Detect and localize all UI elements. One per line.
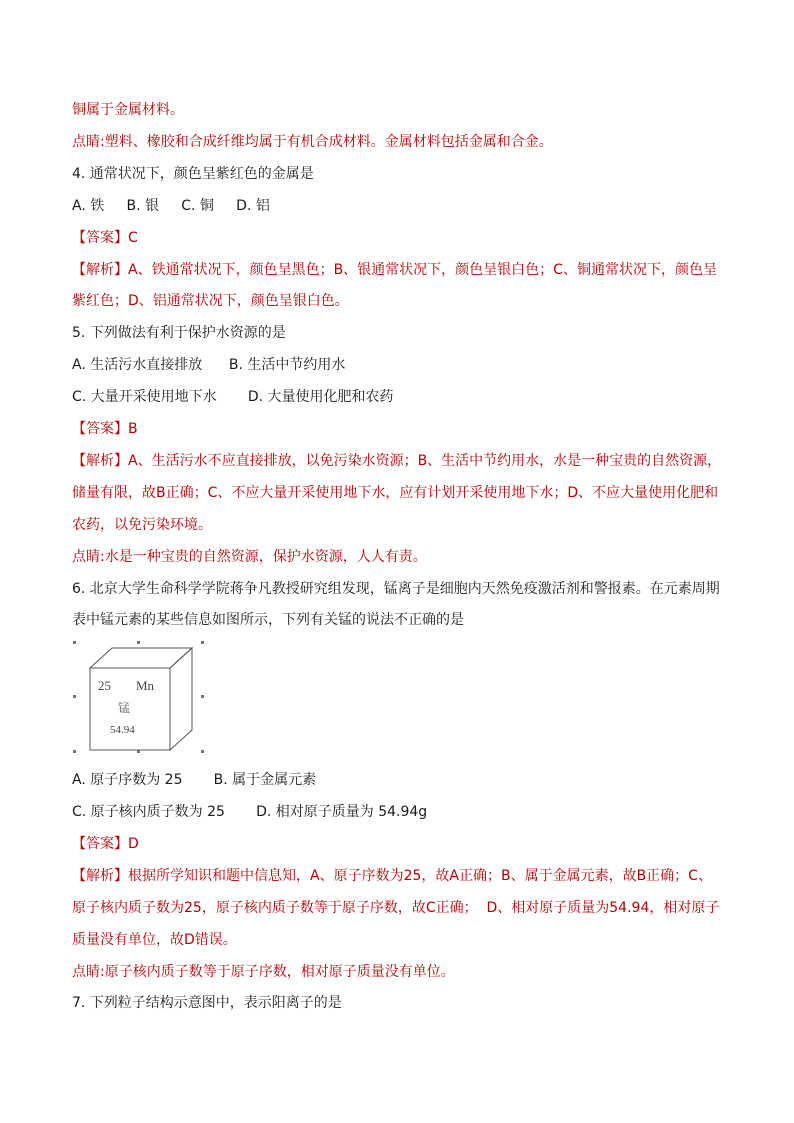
question-4-options: A. 铁 B. 银 C. 铜 D. 铝 <box>72 198 270 214</box>
selection-handle <box>137 641 140 644</box>
cube-side-face <box>170 648 192 750</box>
question-4-explanation-line1: 【解析】A、铁通常状况下，颜色呈黑色；B、银通常状况下，颜色呈银白色；C、铜通常状况下，颜色呈 <box>72 262 717 278</box>
selection-handle <box>73 641 76 644</box>
question-4-answer: 【答案】C <box>72 230 138 246</box>
question-6-explanation-line3: 质量没有单位，故D错误。 <box>72 932 237 948</box>
question-5-tip: 点睛:水是一种宝贵的自然资源，保护水资源，人人有责。 <box>72 549 427 565</box>
question-4-explanation-line2: 紫红色；D、铝通常状况下，颜色呈银白色。 <box>72 293 349 309</box>
atomic-number: 25 <box>98 678 111 693</box>
question-6-line1: 6. 北京大学生命科学学院蒋争凡教授研究组发现，锰离子是细胞内天然免疫激活剂和警报素。在元素周期 <box>72 581 720 597</box>
question-5-explanation-line1: 【解析】A、生活污水不应直接排放，以免污染水资源；B、生活中节约用水，水是一种宝贵的自然资源， <box>72 453 722 469</box>
atomic-mass: 54.94 <box>110 724 135 736</box>
question-5-options-ab: A. 生活污水直接排放 B. 生活中节约用水 <box>72 357 346 373</box>
selection-handle <box>201 695 204 698</box>
tip-materials: 点睛:塑料、橡胶和合成纤维均属于有机合成材料。金属材料包括金属和合金。 <box>72 134 553 150</box>
question-5-explanation-line3: 农药，以免污染环境。 <box>72 517 212 533</box>
question-5: 5. 下列做法有利于保护水资源的是 <box>72 325 286 341</box>
previous-explanation-end: 铜属于金属材料。 <box>72 102 184 118</box>
question-4: 4. 通常状况下，颜色呈紫红色的金属是 <box>72 166 314 182</box>
question-6-tip: 点睛:原子核内质子数等于原子序数，相对原子质量没有单位。 <box>72 964 455 980</box>
selection-handle <box>201 750 204 753</box>
question-6-explanation-line2: 原子核内质子数为25，原子核内质子数等于原子序数，故C正确； D、相对原子质量为54.94，相对原子 <box>72 900 720 916</box>
selection-handle <box>73 750 76 753</box>
selection-handle <box>201 641 204 644</box>
question-5-options-cd: C. 大量开采使用地下水 D. 大量使用化肥和农药 <box>72 389 394 405</box>
element-symbol: Mn <box>136 678 155 693</box>
element-name: 锰 <box>118 701 131 715</box>
question-6-options-cd: C. 原子核内质子数为 25 D. 相对原子质量为 54.94g <box>72 804 428 820</box>
question-5-answer: 【答案】B <box>72 421 138 437</box>
question-5-explanation-line2: 储量有限，故B正确；C、不应大量开采使用地下水，应有计划开采使用地下水；D、不应大量使用化肥和 <box>72 485 719 501</box>
question-6-answer: 【答案】D <box>72 836 139 852</box>
cube-top-face <box>90 648 192 668</box>
question-6-line2: 表中锰元素的某些信息如图所示，下列有关锰的说法不正确的是 <box>72 612 464 628</box>
question-7: 7. 下列粒子结构示意图中，表示阳离子的是 <box>72 995 342 1011</box>
manganese-element-card <box>70 638 210 756</box>
selection-handle <box>73 695 76 698</box>
question-6-explanation-line1: 【解析】根据所学知识和题中信息知，A、原子序数为25，故A正确；B、属于金属元素，故B正确；C、 <box>72 868 712 884</box>
question-6-options-ab: A. 原子序数为 25 B. 属于金属元素 <box>72 772 317 788</box>
